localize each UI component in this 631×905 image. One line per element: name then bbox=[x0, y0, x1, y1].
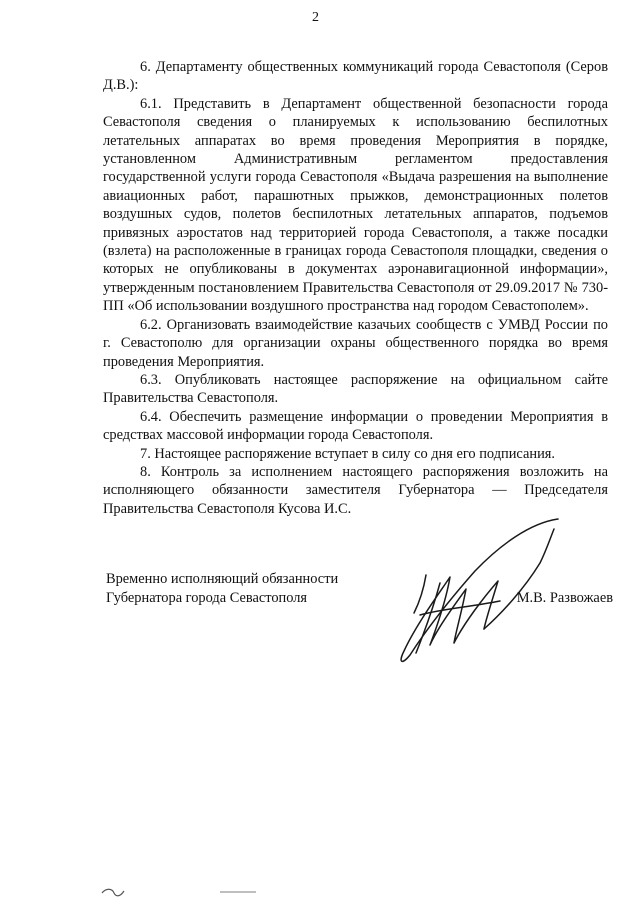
paragraph-6: 6. Департаменту общественных коммуникаций города Севастополя (Серов Д.В.): bbox=[103, 59, 608, 94]
paragraph-6-4: 6.4. Обеспечить размещение информации о проведении Мероприятия в средствах массовой информации города Севастополя. bbox=[103, 408, 608, 444]
handwritten-signature bbox=[380, 505, 570, 665]
paragraph-8: 8. Контроль за исполнением настоящего распоряжения возложить на исполняющего обязанности заместителя Губернатора — Председателя Правительства Севастополя Кусова И.С. bbox=[103, 463, 608, 517]
signer-title-line-2: Губернатора города Севастополя bbox=[106, 589, 308, 606]
paragraph-7: 7. Настоящее распоряжение вступает в силу со дня его подписания. bbox=[140, 445, 555, 462]
signer-title-line-1: Временно исполняющий обязанности bbox=[106, 571, 339, 587]
paragraph-6-3: 6.3. Опубликовать настоящее распоряжение на официальном сайте Правительства Севастополя. bbox=[103, 371, 608, 407]
paragraph-6-1: 6.1. Представить в Департамент общественной безопасности города Севастополя сведения о планируемых к использованию беспилотных летательных аппаратах во время проведения Мероприятия в порядке, установленном Административным регламентом предоставления государственной услуги города Севастополя «Выдача разрешения на выполнение авиационных работ, парашютных прыжков, демонстрационных полетов воздушных судов, полетов беспилотных летательных аппаратов, подъемов привязных аэростатов над территорией города Севастополя, а также посадки (взлета) на расположенные в границах города Севастополя площадки, сведения о которых не опубликованы в документах аэронавигационной информации», утвержденным постановлением Правительства Севастополя от 29.09.2017 № 730-ПП «Об использовании воздушного пространства над городом Севастополем». bbox=[103, 95, 608, 315]
paragraph-6-2: 6.2. Организовать взаимодействие казачьих сообществ с УМВД России по г. Севастополю для организации охраны общественного порядка во время проведения Мероприятия. bbox=[103, 316, 608, 370]
scan-artifact-mark bbox=[100, 885, 260, 899]
signer-title bbox=[106, 570, 338, 607]
signer-name: М.В. Развожаев bbox=[516, 589, 613, 606]
document-body bbox=[103, 58, 608, 518]
page-number: 2 bbox=[312, 10, 319, 25]
